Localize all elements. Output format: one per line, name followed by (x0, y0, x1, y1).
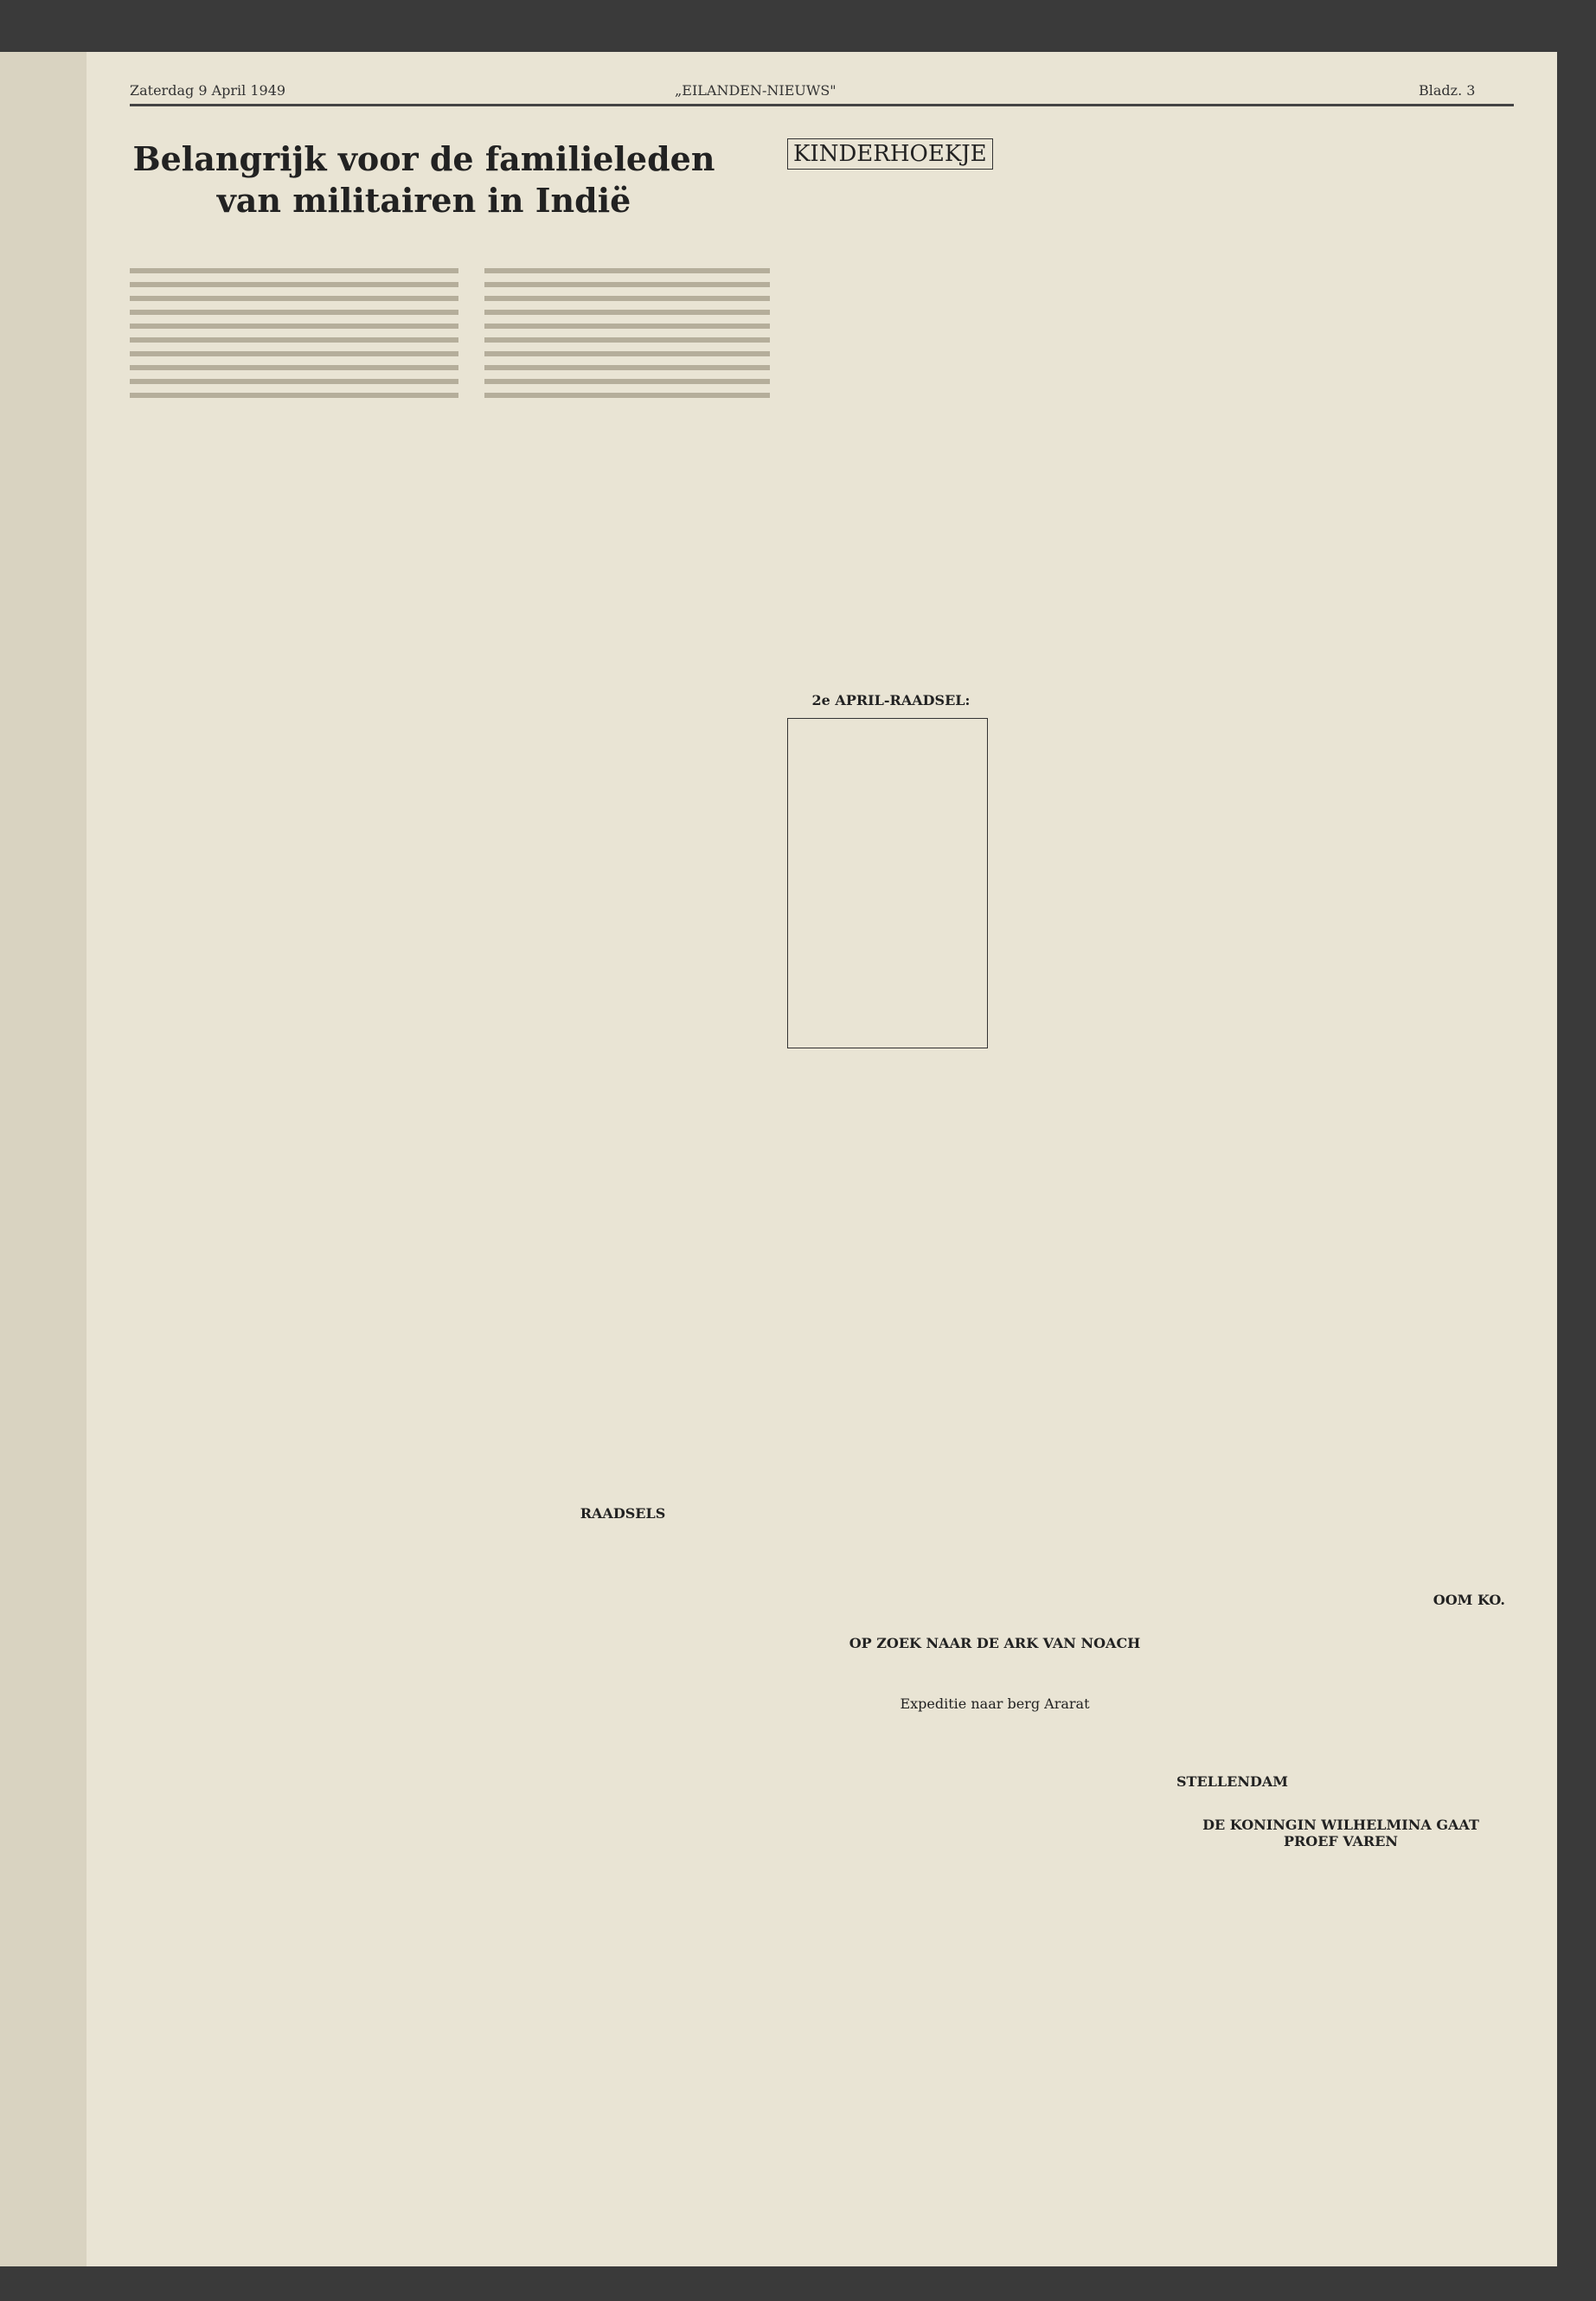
stellendam-heading: STELLENDAM (1176, 1773, 1288, 1790)
header-rule (130, 104, 1514, 106)
kinderhoekje-title: KINDERHOEKJE (787, 138, 993, 170)
ark-subheadline: Expeditie naar berg Ararat (900, 1695, 1090, 1712)
header-page: Bladz. 3 (1419, 82, 1476, 99)
raadsels-heading: RAADSELS (580, 1505, 666, 1522)
signoff: OOM KO. (1433, 1592, 1505, 1608)
puzzle-grid (787, 718, 988, 1048)
header-paper: „EILANDEN-NIEUWS" (675, 82, 836, 99)
koningin-headline: DE KONINGIN WILHELMINA GAAT PROEF VAREN (1202, 1817, 1479, 1849)
header-date: Zaterdag 9 April 1949 (130, 82, 286, 99)
main-headline: Belangrijk voor de familieleden van militairen in Indië (132, 139, 715, 220)
ark-headline: OP ZOEK NAAR DE ARK VAN NOACH (849, 1635, 1141, 1651)
adjacent-page-edge (0, 52, 88, 2266)
article-column-2 (484, 260, 770, 407)
article-column-1 (130, 260, 458, 407)
raadsel-heading: 2e APRIL-RAADSEL: (811, 692, 971, 708)
